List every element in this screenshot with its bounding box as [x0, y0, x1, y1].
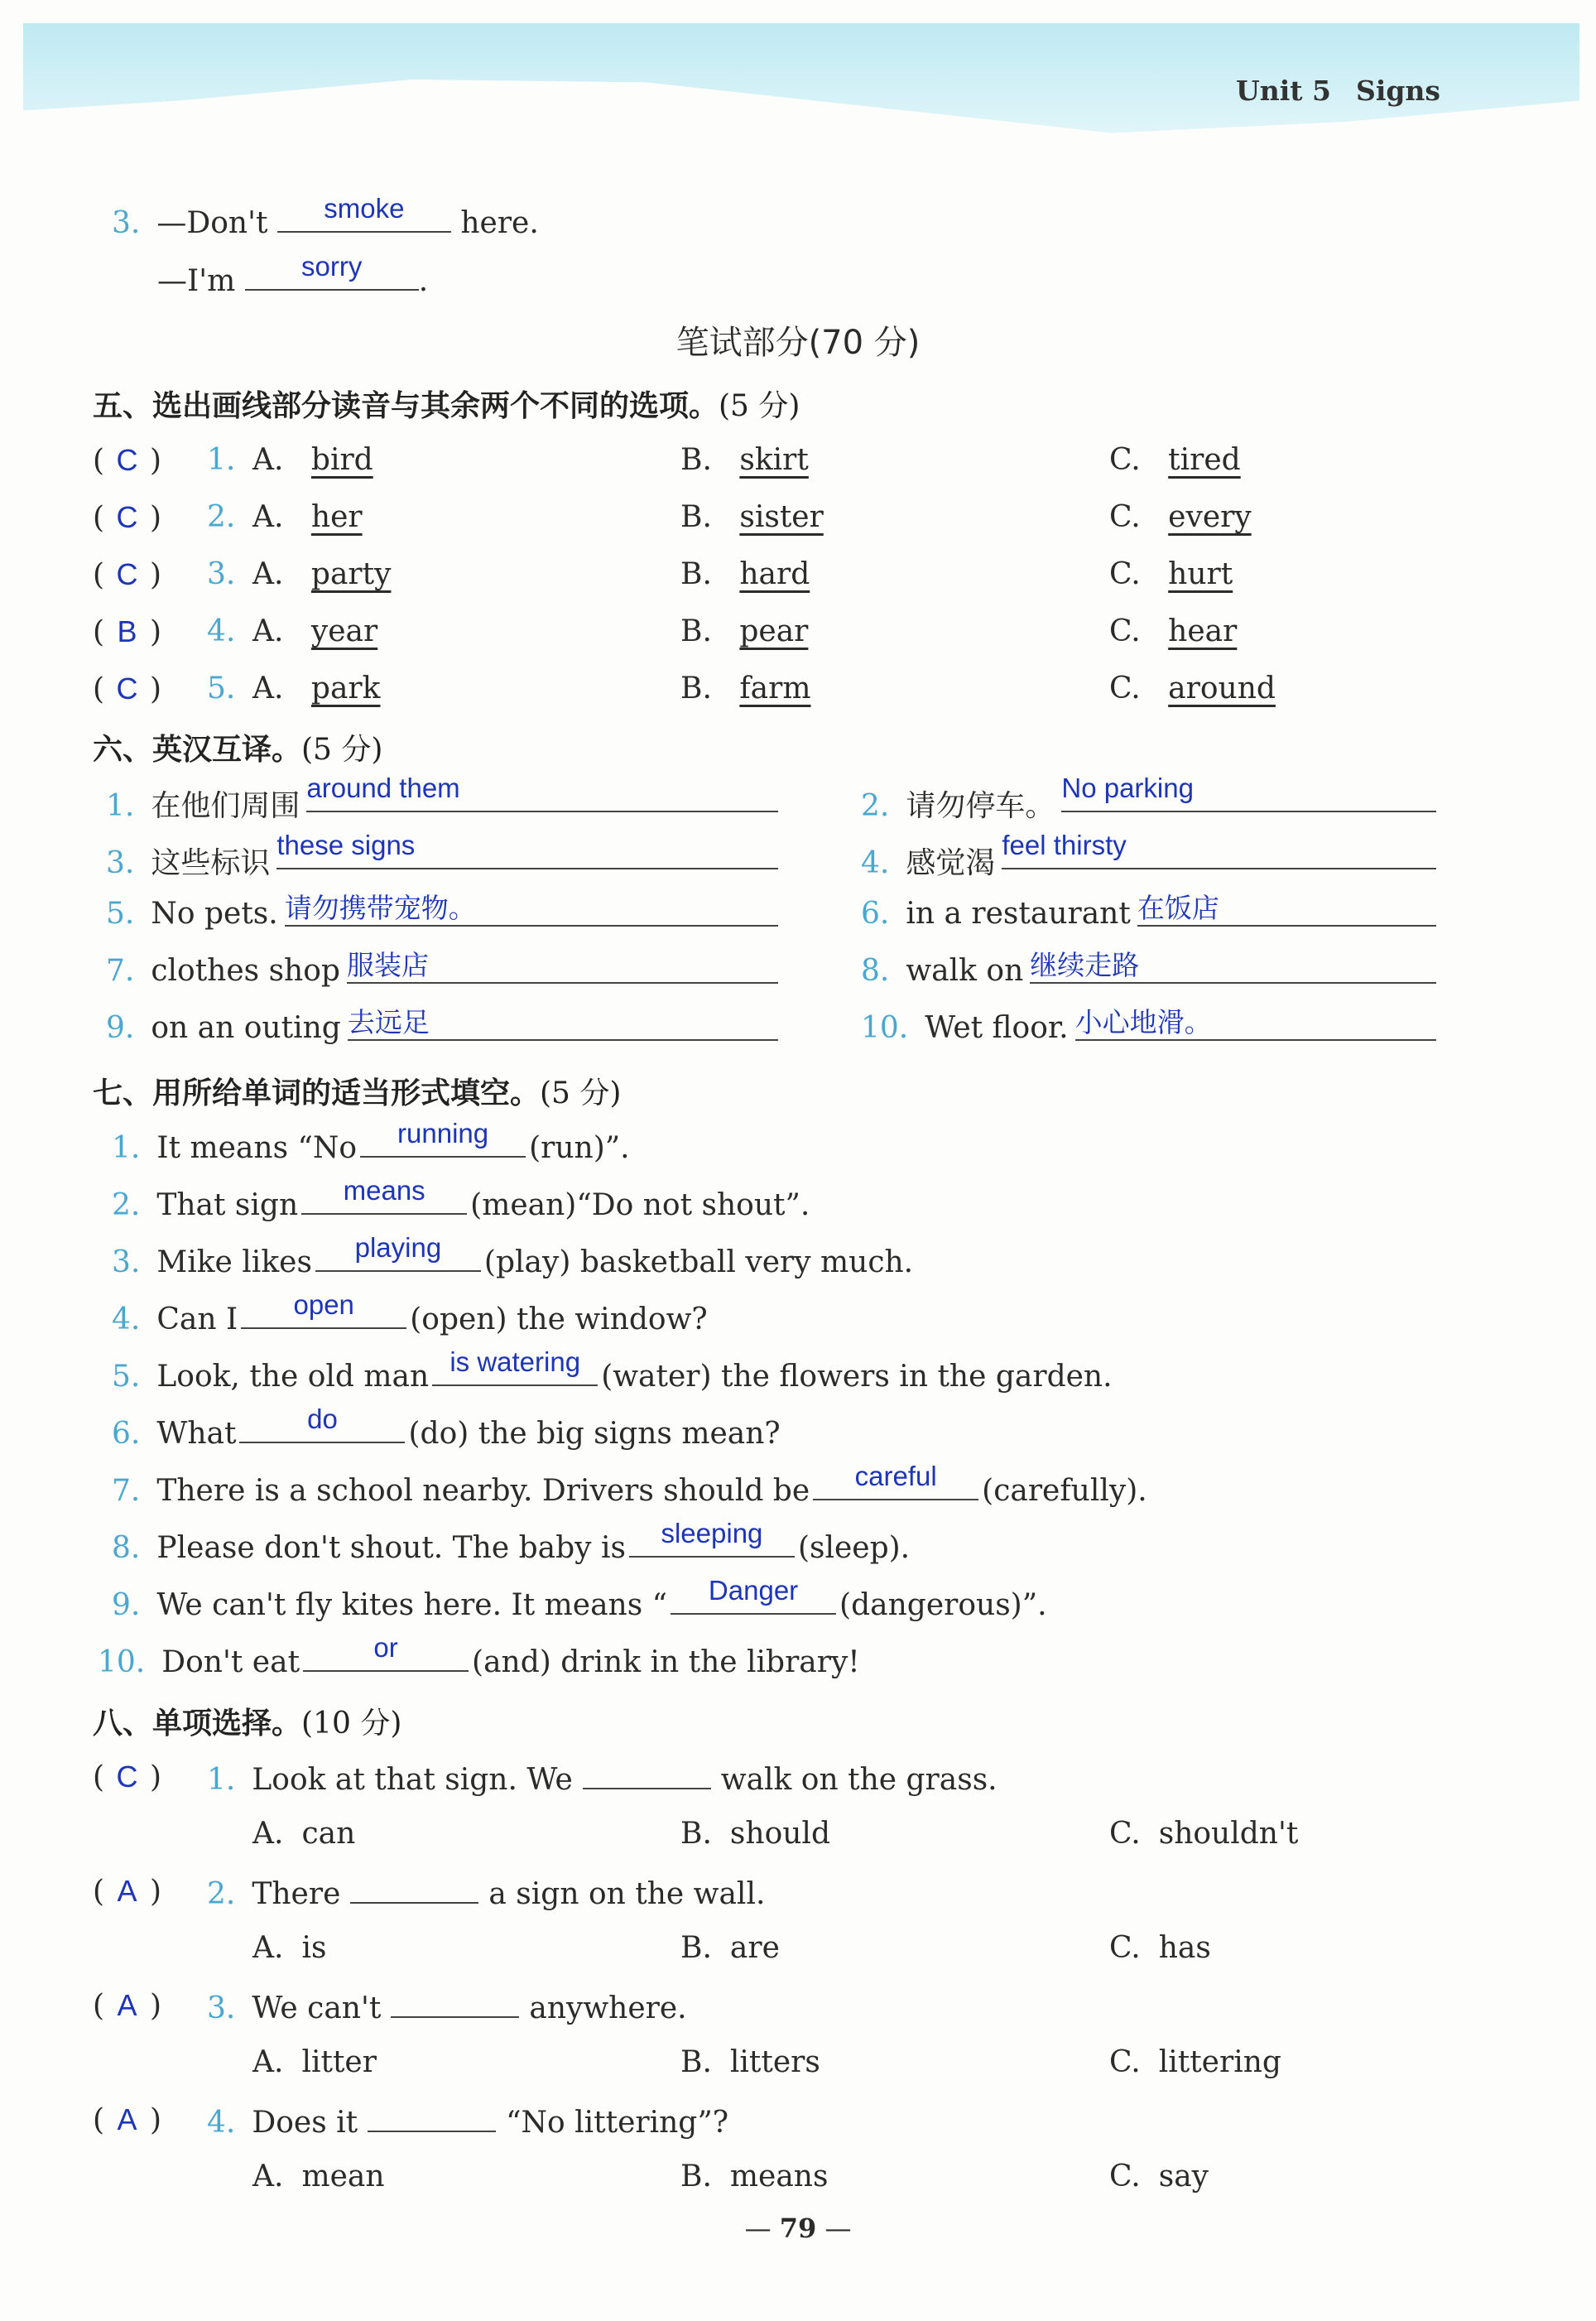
fill-blank-item	[112, 1289, 708, 1336]
option-word: hard	[739, 557, 810, 591]
question-stem	[207, 1874, 765, 1911]
option-letter: B.	[680, 557, 712, 591]
answer-paren: ( A )	[93, 1874, 162, 1909]
question-number: 4.	[207, 2106, 236, 2140]
answer-blank	[347, 1007, 778, 1048]
question-text-pre: Look, the old man	[156, 1360, 430, 1394]
question-number: 1.	[106, 789, 135, 823]
question-text: 这些标识	[151, 846, 271, 880]
option-word: skirt	[739, 443, 809, 477]
question-number: 8.	[112, 1531, 141, 1565]
option-word: tired	[1168, 443, 1241, 477]
option-c	[1109, 614, 1237, 648]
answer-blank	[306, 773, 778, 820]
section-8-title: 八、单项选择。(10 分)	[93, 1707, 402, 1741]
answer-blank	[276, 830, 778, 877]
option-word: hear	[1168, 614, 1238, 648]
question-text: Wet floor.	[925, 1011, 1069, 1045]
question-text-pre: Look at that sign. We	[252, 1763, 573, 1797]
answer-blank	[301, 1175, 467, 1215]
top-q3-line1: 3. —Don't smoke here.	[112, 193, 539, 240]
answer-paren: ( C )	[93, 500, 162, 535]
question-text-post: (mean)“Do not shout”.	[470, 1188, 810, 1222]
option-letter: C.	[1109, 443, 1141, 477]
fill-blank-item	[112, 1175, 810, 1222]
question-text-post: (open) the window?	[410, 1303, 708, 1336]
answer-text: 在饭店	[1137, 893, 1219, 923]
option-letter: B.	[680, 1817, 712, 1851]
option-c	[1109, 1817, 1298, 1851]
answer-paren: ( C )	[93, 557, 162, 592]
answer-blank	[284, 893, 778, 934]
question-number: 3.	[106, 846, 135, 880]
question-number: 3.	[207, 557, 236, 591]
answer-text: these signs	[276, 830, 416, 860]
question-stem	[207, 2102, 728, 2140]
answer-blank	[368, 2102, 496, 2132]
answer-choice: C	[116, 500, 138, 534]
option-letter: C.	[1109, 2160, 1141, 2193]
option-word: bird	[310, 443, 373, 477]
question-text: clothes shop	[151, 954, 340, 988]
option-letter: B.	[680, 614, 712, 648]
question-text-pre: Mike likes	[156, 1245, 312, 1279]
answer-paren: ( C )	[93, 1760, 162, 1794]
answer-blank	[1074, 1007, 1436, 1048]
question-stem	[207, 1760, 997, 1797]
option-letter: B.	[680, 500, 712, 534]
option-word: are	[729, 1931, 780, 1965]
question-text: on an outing	[151, 1011, 341, 1045]
question-text-post: (run)”.	[529, 1131, 630, 1165]
answer-blank	[350, 1874, 478, 1904]
question-number: 3.	[207, 1991, 236, 2025]
answer-text: open	[293, 1289, 354, 1320]
option-letter: A.	[252, 443, 284, 477]
section-7-title: 七、用所给单词的适当形式填空。(5 分)	[93, 1076, 622, 1110]
question-number: 5.	[112, 1360, 141, 1394]
answer-paren: ( A )	[93, 1988, 162, 2023]
translation-item	[861, 1011, 1069, 1045]
translation-item	[861, 782, 1055, 825]
translation-item	[861, 840, 995, 882]
question-number: 10.	[861, 1011, 909, 1045]
question-number: 5.	[106, 897, 135, 931]
option-c	[1109, 2045, 1281, 2079]
answer-text: or	[373, 1632, 398, 1663]
option-letter: B.	[680, 1931, 712, 1965]
translation-item	[861, 897, 1131, 931]
option-a	[252, 1931, 326, 1965]
fill-blank-item	[112, 1518, 911, 1565]
question-text-post: anywhere.	[529, 1991, 687, 2025]
top-q3-line2: —I'm sorry .	[157, 251, 429, 298]
question-number: 4.	[207, 614, 236, 648]
option-b	[680, 443, 809, 477]
question-number: 6.	[112, 1417, 141, 1451]
option-word: hurt	[1168, 557, 1233, 591]
answer-paren: ( C )	[93, 672, 162, 706]
part-title: 笔试部分(70 分)	[675, 324, 921, 362]
question-number: 5.	[207, 672, 236, 705]
option-word: should	[729, 1817, 830, 1851]
question-text: in a restaurant	[906, 897, 1131, 931]
question-number: 2.	[207, 1877, 236, 1911]
section-5-title: 五、选出画线部分读音与其余两个不同的选项。(5 分)	[93, 389, 800, 423]
option-c	[1109, 557, 1233, 591]
answer-blank	[303, 1632, 469, 1672]
option-word: her	[310, 500, 363, 534]
answer-blank	[1137, 893, 1436, 934]
answer-choice: C	[116, 672, 138, 705]
question-text-pre: Don't eat	[161, 1645, 300, 1679]
option-letter: A.	[252, 614, 284, 648]
answer-choice: C	[116, 557, 138, 591]
option-word: around	[1168, 672, 1276, 705]
option-letter: B.	[680, 443, 712, 477]
option-b	[680, 614, 808, 648]
answer-choice: A	[117, 1988, 137, 2022]
answer-paren: ( C )	[93, 443, 162, 478]
answer-text: means	[343, 1175, 425, 1206]
answer-text: 服装店	[346, 950, 429, 980]
question-text-pre: What	[156, 1417, 237, 1451]
answer-text: feel thirsty	[1002, 830, 1127, 860]
answer-choice: C	[116, 443, 138, 477]
question-number: 4.	[112, 1303, 141, 1336]
question-number: 7.	[106, 954, 135, 988]
answer-choice: B	[117, 614, 137, 648]
question-number: 1.	[207, 443, 236, 477]
option-c	[1109, 1931, 1211, 1965]
fill-blank-item	[112, 1346, 1113, 1394]
question-text-post: (play) basketball very much.	[483, 1245, 914, 1279]
option-a	[252, 1817, 355, 1851]
fill-blank-item	[112, 1404, 781, 1451]
question-number: 3.	[112, 1245, 141, 1279]
translation-item	[861, 954, 1023, 988]
option-a	[252, 614, 377, 648]
option-letter: A.	[252, 672, 284, 705]
option-letter: C.	[1109, 1817, 1141, 1851]
answer-text: careful	[854, 1461, 937, 1491]
option-word: has	[1158, 1931, 1211, 1965]
answer-blank	[432, 1346, 598, 1386]
question-text: No pets.	[151, 897, 278, 931]
option-word: means	[729, 2160, 829, 2193]
answer-paren: ( A )	[93, 2102, 162, 2137]
option-letter: C.	[1109, 614, 1141, 648]
option-letter: A.	[252, 1817, 284, 1851]
option-letter: A.	[252, 1931, 284, 1965]
answer-text: 去远足	[347, 1007, 430, 1038]
question-number: 1.	[207, 1763, 236, 1797]
question-number: 10.	[98, 1645, 146, 1679]
option-letter: C.	[1109, 500, 1141, 534]
answer-text: No parking	[1061, 773, 1194, 803]
option-word: litter	[301, 2045, 377, 2079]
option-a	[252, 557, 391, 591]
question-text-post: “No littering”?	[506, 2106, 729, 2140]
option-word: shouldn't	[1158, 1817, 1299, 1851]
option-b	[680, 1817, 830, 1851]
question-number: 9.	[106, 1011, 135, 1045]
option-a	[252, 2045, 377, 2079]
question-text-pre: Does it	[252, 2106, 358, 2140]
answer-blank	[346, 950, 778, 991]
question-number: 9.	[112, 1588, 141, 1622]
answer-text: sleeping	[661, 1518, 763, 1548]
question-number: 2.	[112, 1188, 141, 1222]
option-word: farm	[739, 672, 811, 705]
answer-paren: ( B )	[93, 614, 162, 649]
option-b	[680, 2045, 820, 2079]
answer-blank	[1030, 950, 1436, 991]
option-word: park	[310, 672, 381, 705]
option-word: mean	[301, 2160, 385, 2193]
option-b	[680, 2160, 828, 2193]
answer-choice: A	[117, 2102, 137, 2136]
option-word: can	[301, 1817, 356, 1851]
page-number: — 79 —	[0, 2213, 1596, 2244]
question-number: 1.	[112, 1131, 141, 1165]
option-letter: A.	[252, 2045, 284, 2079]
option-word: every	[1168, 500, 1252, 534]
question-text-pre: There	[252, 1877, 341, 1911]
fill-blank-item	[112, 1575, 1047, 1622]
answer-blank	[241, 1289, 406, 1329]
question-text: 在他们周围	[151, 789, 300, 823]
answer-blank	[629, 1518, 795, 1558]
answer-text: 小心地滑。	[1074, 1007, 1212, 1038]
question-number: 2.	[207, 500, 236, 534]
option-a	[252, 500, 363, 534]
answer-text: Danger	[708, 1575, 799, 1606]
option-a	[252, 2160, 385, 2193]
option-word: litters	[729, 2045, 820, 2079]
question-stem	[207, 1988, 687, 2025]
option-c	[1109, 2160, 1209, 2193]
option-letter: C.	[1109, 672, 1141, 705]
question-text-pre: We can't	[252, 1991, 382, 2025]
answer-text: around them	[306, 773, 460, 803]
answer-text: playing	[354, 1232, 442, 1263]
option-word: pear	[739, 614, 809, 648]
question-text-pre: There is a school nearby. Drivers should be	[156, 1474, 810, 1508]
question-number: 7.	[112, 1474, 141, 1508]
question-text-pre: Please don't shout. The baby is	[156, 1531, 626, 1565]
question-text-post: (do) the big signs mean?	[408, 1417, 781, 1451]
answer-text: 继续走路	[1030, 950, 1140, 980]
fill-blank-item	[112, 1118, 630, 1165]
question-number: 6.	[861, 897, 890, 931]
option-letter: B.	[680, 2160, 712, 2193]
answer-choice: A	[117, 1874, 137, 1908]
answer-text: 请勿携带宠物。	[284, 893, 476, 923]
question-text-post: (and) drink in the library!	[472, 1645, 860, 1679]
option-letter: A.	[252, 557, 284, 591]
answer-choice: C	[116, 1760, 138, 1794]
question-text-pre: We can't fly kites here. It means “	[156, 1588, 668, 1622]
answer-blank	[1061, 773, 1436, 820]
fill-blank-item	[112, 1461, 1147, 1508]
translation-item	[106, 954, 340, 988]
answer-text: do	[307, 1404, 338, 1434]
translation-item	[106, 782, 300, 825]
answer-blank	[315, 1232, 481, 1272]
option-letter: A.	[252, 2160, 284, 2193]
option-letter: C.	[1109, 557, 1141, 591]
option-word: say	[1158, 2160, 1209, 2193]
question-text-post: walk on the grass.	[720, 1763, 997, 1797]
option-word: littering	[1158, 2045, 1281, 2079]
option-b	[680, 1931, 780, 1965]
option-c	[1109, 500, 1252, 534]
fill-blank-item	[98, 1632, 860, 1679]
option-letter: A.	[252, 500, 284, 534]
translation-item	[106, 1011, 341, 1045]
option-word: sister	[739, 500, 824, 534]
question-text-post: a sign on the wall.	[488, 1877, 766, 1911]
question-number: 2.	[861, 789, 890, 823]
option-b	[680, 500, 824, 534]
option-letter: B.	[680, 672, 712, 705]
answer-blank	[360, 1118, 526, 1158]
answer-text: running	[397, 1118, 489, 1148]
fill-blank-item	[112, 1232, 914, 1279]
translation-item	[106, 840, 270, 882]
option-letter: C.	[1109, 1931, 1141, 1965]
question-text-pre: That sign	[156, 1188, 299, 1222]
answer-blank	[1002, 830, 1436, 877]
question-number: 4.	[861, 846, 890, 880]
option-a	[252, 443, 373, 477]
option-word: is	[301, 1931, 327, 1965]
unit-header: Unit 5 Signs	[1235, 75, 1440, 107]
question-number: 8.	[861, 954, 890, 988]
answer-blank	[391, 1988, 519, 2018]
question-text-post: (water) the flowers in the garden.	[601, 1360, 1113, 1394]
answer-text: is watering	[449, 1346, 581, 1377]
question-text: 感觉渴	[906, 846, 996, 880]
answer-blank	[239, 1404, 405, 1443]
option-letter: B.	[680, 2045, 712, 2079]
section-6-title: 六、英汉互译。(5 分)	[93, 733, 383, 767]
option-word: year	[310, 614, 378, 648]
question-text-post: (dangerous)”.	[839, 1588, 1047, 1622]
question-text-pre: Can I	[156, 1303, 238, 1336]
option-letter: C.	[1109, 2045, 1141, 2079]
option-word: party	[310, 557, 392, 591]
question-text-post: (carefully).	[982, 1474, 1147, 1508]
question-text: 请勿停车。	[906, 789, 1055, 823]
option-b	[680, 557, 810, 591]
option-b	[680, 672, 811, 705]
answer-blank	[583, 1760, 711, 1789]
translation-item	[106, 897, 278, 931]
option-a	[252, 672, 380, 705]
question-text-post: (sleep).	[797, 1531, 911, 1565]
question-text-pre: It means “No	[156, 1131, 358, 1165]
question-text: walk on	[906, 954, 1024, 988]
answer-blank	[671, 1575, 836, 1615]
option-c	[1109, 672, 1276, 705]
option-c	[1109, 443, 1241, 477]
answer-blank	[813, 1461, 978, 1500]
